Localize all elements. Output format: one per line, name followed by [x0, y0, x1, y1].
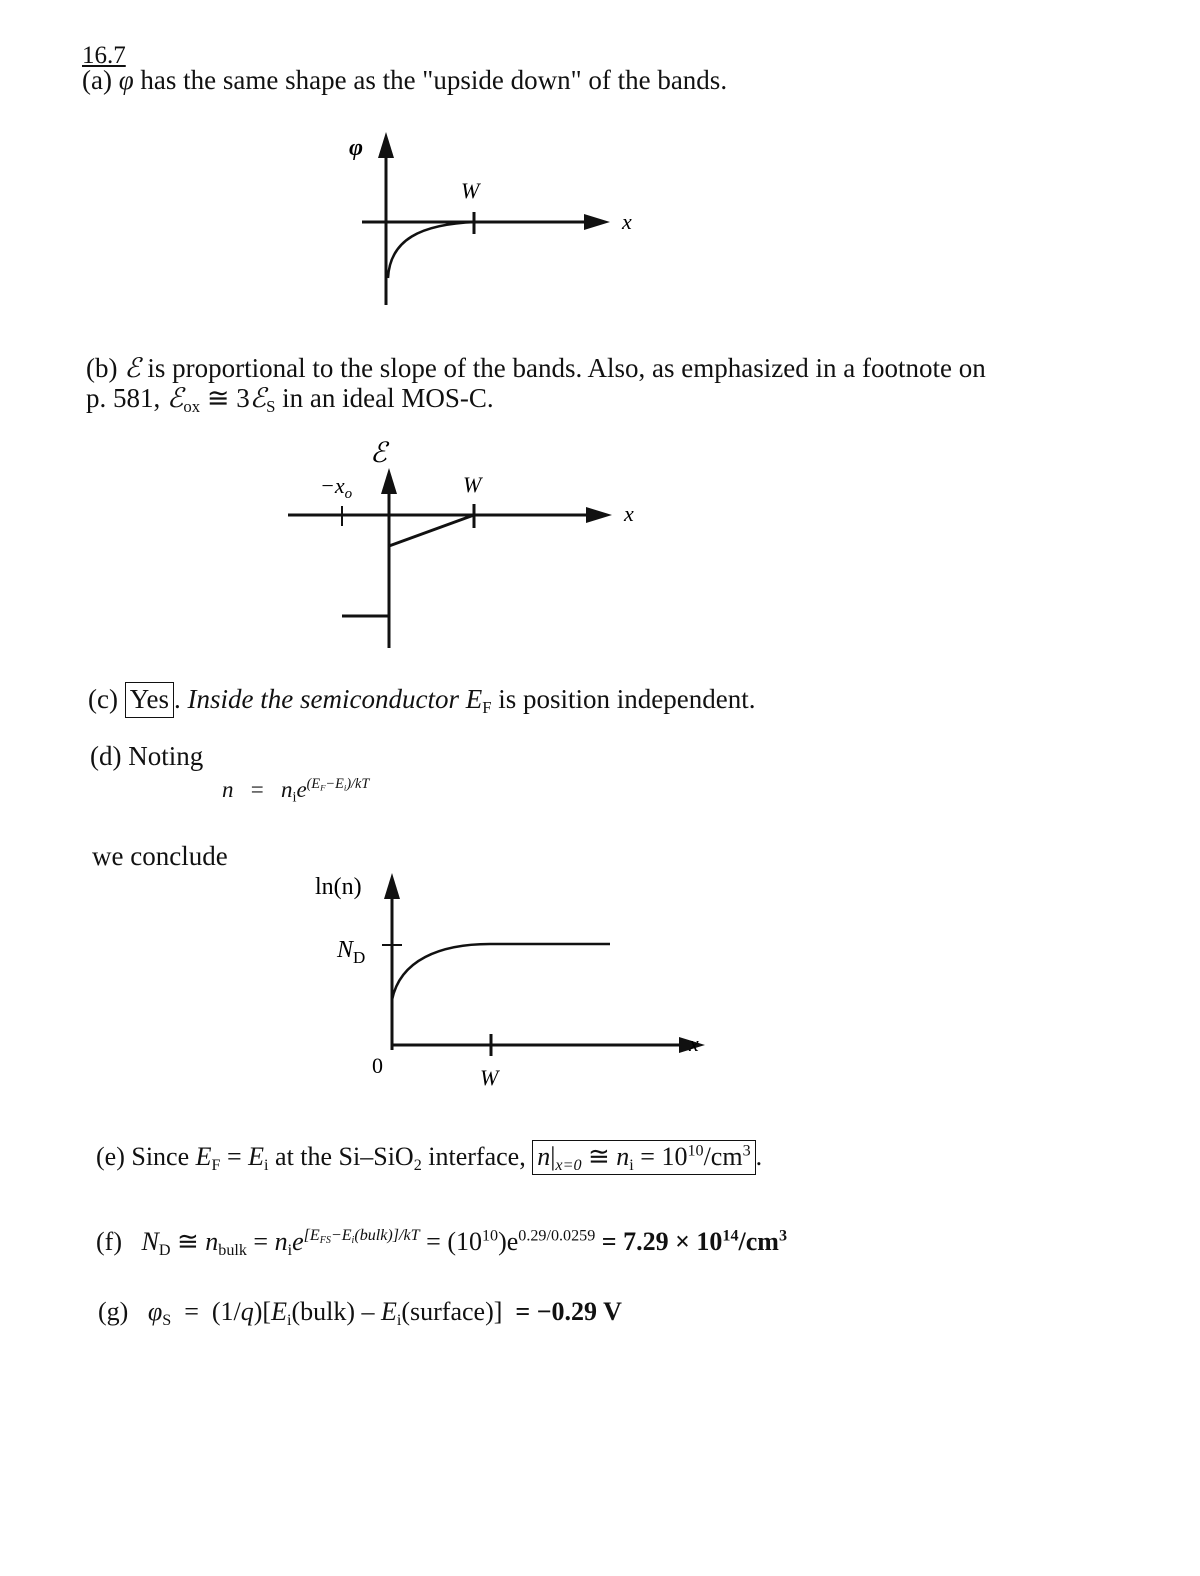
part-b-suffix: in an ideal MOS-C.: [282, 383, 494, 413]
graph-b-neg-tick-label: $-x_o$: [320, 473, 353, 502]
part-e-interface-text: at the Si–SiO: [275, 1142, 414, 1171]
part-e-interface-word: interface,: [428, 1142, 526, 1171]
part-d-label: (d): [90, 741, 122, 771]
part-e-eq: =: [226, 1142, 242, 1171]
eq-exponent: (EF−Ei)/kT: [306, 776, 370, 794]
graph-d-level-label: $N_D$: [337, 937, 366, 967]
part-e-ef-sub: F: [211, 1156, 221, 1174]
part-e-period: .: [755, 1142, 763, 1171]
part-f-ni-sub: i: [287, 1241, 293, 1259]
graph-d-ln-n-curve: [392, 944, 610, 1000]
part-a-label: (a): [82, 65, 112, 95]
part-b-label: (b): [86, 353, 118, 383]
part-b-approx: ≅ 3: [206, 383, 250, 413]
part-e-text: [96, 1143, 762, 1172]
graph-a-y-label: φ: [349, 135, 364, 161]
field-symbol: ℰ: [124, 353, 141, 383]
eq-equals: =: [250, 777, 264, 802]
eq-ni-sub: i: [292, 789, 297, 806]
graph-b-y-label: ℰ: [370, 438, 387, 469]
part-c-label: (c): [88, 684, 118, 714]
part-c-boxed-answer: Yes: [125, 682, 174, 718]
graph-d-x-label: x: [689, 1031, 699, 1056]
problem-number: 16.7: [82, 42, 126, 69]
part-b-page-ref: p. 581,: [86, 383, 161, 413]
part-c-ef: E: [465, 684, 483, 714]
part-g-expr-1: (1/: [211, 1297, 241, 1326]
part-e-ei-sub: i: [264, 1156, 269, 1174]
part-b-statement: is proportional to the slope of the bands. Also, as emphasized in a footnote on: [147, 353, 986, 383]
part-g-q: q: [240, 1297, 254, 1326]
part-f-e: e: [292, 1227, 304, 1256]
part-f-exponent: [EFS−Ei(bulk)]/kT: [303, 1227, 420, 1247]
part-e-label: (e): [96, 1142, 125, 1171]
part-g-expr-4: (surface)]: [401, 1297, 503, 1326]
graph-b-x-label: x: [624, 501, 634, 526]
eq-e: e: [296, 777, 307, 802]
part-e-boxed-result: $n|_{x=0}$ ≅ $n_i = 10^{10}/cm^3$: [532, 1140, 755, 1175]
part-f-result: = $7.29 \times 10^{14}/cm^3$: [601, 1227, 787, 1256]
part-e-ef: E: [195, 1142, 212, 1171]
part-e-ei: E: [248, 1142, 265, 1171]
field-ox-symbol: ℰ: [167, 383, 184, 413]
graph-d-tick-label: W: [480, 1065, 499, 1090]
part-g-result: = −0.29 V: [515, 1297, 622, 1326]
part-g-phi-sub: S: [162, 1311, 172, 1329]
part-c-italic: Inside the semiconductor: [187, 684, 459, 714]
part-g-ei1-sub: i: [286, 1311, 292, 1329]
part-g-equals: =: [184, 1297, 199, 1326]
field-s-symbol: ℰ: [249, 383, 267, 413]
graph-a-x-label: x: [622, 209, 632, 234]
part-c-statement: is position independent.: [498, 684, 756, 714]
part-f-eq2: = (10: [426, 1227, 482, 1256]
part-g-label: (g): [98, 1297, 129, 1326]
part-f-nd: N: [141, 1227, 159, 1256]
graph-a-tick-label: W: [461, 178, 480, 203]
part-g-ei1: E: [271, 1297, 287, 1326]
part-f-nd-sub: D: [158, 1241, 171, 1259]
part-f-exponent2: 0.29/0.0259: [518, 1227, 596, 1245]
part-f-ni: n: [274, 1227, 288, 1256]
part-f-approx: ≅: [176, 1227, 199, 1256]
part-f-nbulk: n: [205, 1227, 219, 1256]
field-ox-sub: ox: [183, 397, 201, 417]
part-f-eq1: =: [253, 1227, 269, 1256]
part-d-conclude: we conclude: [92, 841, 228, 871]
part-f-nbulk-sub: bulk: [218, 1241, 247, 1259]
field-s-sub: S: [266, 397, 276, 417]
part-g-expr-2: )[: [253, 1297, 272, 1326]
graph-b-tick-label: W: [463, 472, 482, 497]
graph-d-y-arrowhead: [384, 873, 400, 899]
part-g-phi: φ: [147, 1297, 163, 1326]
part-d-noting: Noting: [128, 741, 204, 771]
part-f-label: (f): [96, 1227, 122, 1256]
part-f-text: [96, 1228, 787, 1257]
part-g-ei2-sub: i: [396, 1311, 402, 1329]
part-e-sio2-sub: 2: [413, 1156, 422, 1174]
part-g-text: [98, 1298, 622, 1327]
graph-d-y-label: ln(n): [315, 874, 362, 900]
part-f-ten-exp: 10: [481, 1227, 499, 1245]
part-f-e2: )e: [498, 1227, 519, 1256]
part-c-text: (c) Yes . Inside the semiconductor $E_F$ is position independent.: [88, 684, 756, 718]
part-g-ei2: E: [381, 1297, 397, 1326]
eq-n: n: [222, 777, 234, 802]
graph-d-origin-label: 0: [372, 1053, 383, 1078]
part-e-since: Since: [131, 1142, 190, 1171]
part-a-statement: has the same shape as the "upside down" of the bands.: [140, 65, 728, 95]
phi-symbol: φ: [118, 65, 134, 95]
eq-ni: n: [280, 777, 293, 802]
part-c-ef-sub: F: [482, 698, 492, 718]
part-g-expr-3: (bulk) –: [291, 1297, 375, 1326]
